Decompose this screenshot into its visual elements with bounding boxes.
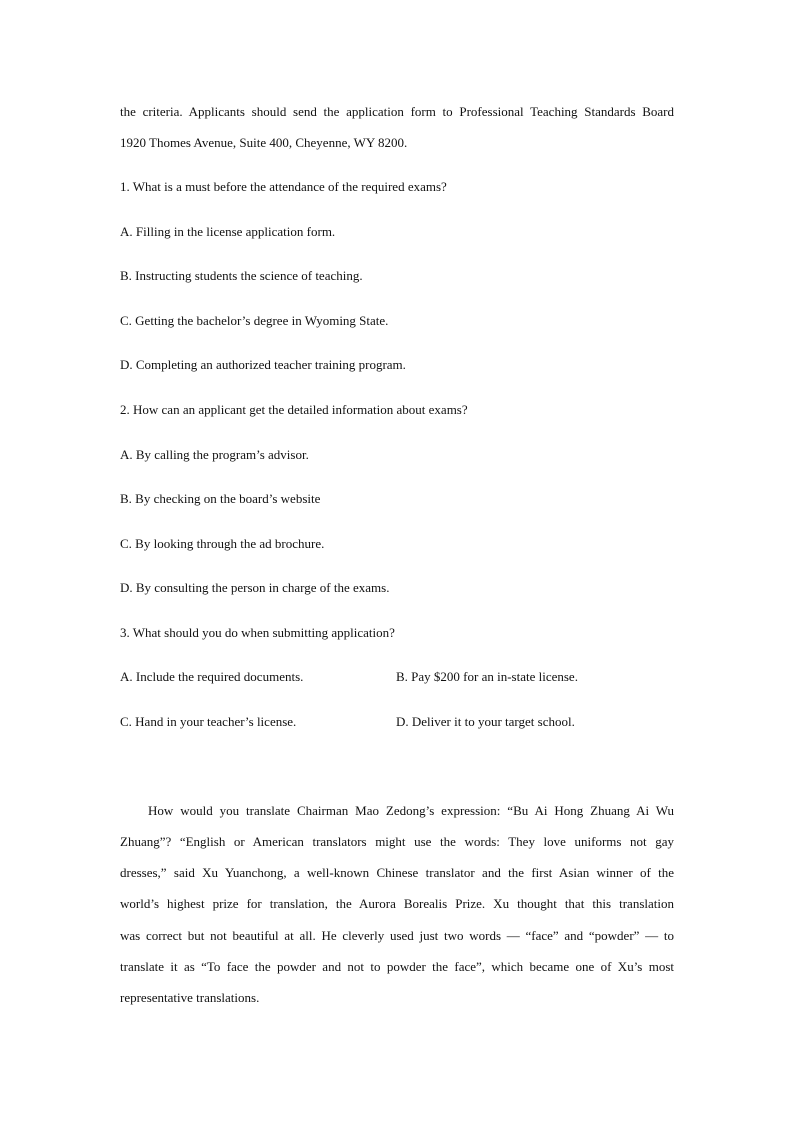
question-2: 2. How can an applicant get the detailed information about exams? [120,402,468,417]
question-1: 1. What is a must before the attendance of the required exams? [120,179,447,194]
q3-option-d: D. Deliver it to your target school. [396,714,575,729]
q3-option-c: C. Hand in your teacher’s license. [120,714,297,729]
question-3: 3. What should you do when submitting application? [120,625,395,640]
passage-line-2: Zhuang”? “English or American translators might use the words: They love uniforms not gay [120,834,674,849]
passage-line-3: dresses,” said Xu Yuanchong, a well-known Chinese translator and the first Asian winner of the [120,865,674,880]
intro-line-2: 1920 Thomes Avenue, Suite 400, Cheyenne, WY 8200. [120,135,408,150]
passage-line-6: translate it as “To face the powder and not to powder the face”, which became one of Xu’s most [120,959,674,974]
passage-line-1: How would you translate Chairman Mao Zedong’s expression: “Bu Ai Hong Zhuang Ai Wu [148,803,674,818]
q1-option-d: D. Completing an authorized teacher training program. [120,357,406,372]
q1-option-b: B. Instructing students the science of teaching. [120,268,363,283]
q3-option-a: A. Include the required documents. [120,669,304,684]
passage-line-7: representative translations. [120,990,260,1005]
q2-option-c: C. By looking through the ad brochure. [120,536,325,551]
q2-option-b: B. By checking on the board’s website [120,491,321,506]
q1-option-c: C. Getting the bachelor’s degree in Wyoming State. [120,313,389,328]
q1-option-a: A. Filling in the license application form. [120,224,336,239]
q2-option-a: A. By calling the program’s advisor. [120,447,309,462]
intro-line-1: the criteria. Applicants should send the application form to Professional Teaching Standards Board [120,104,674,119]
passage-line-5: was correct but not beautiful at all. He cleverly used just two words — “face” and “powder” — to [120,928,674,943]
q2-option-d: D. By consulting the person in charge of the exams. [120,580,390,595]
q3-option-b: B. Pay $200 for an in-state license. [396,669,578,684]
passage-line-4: world’s highest prize for translation, the Aurora Borealis Prize. Xu thought that this translation [120,896,674,911]
